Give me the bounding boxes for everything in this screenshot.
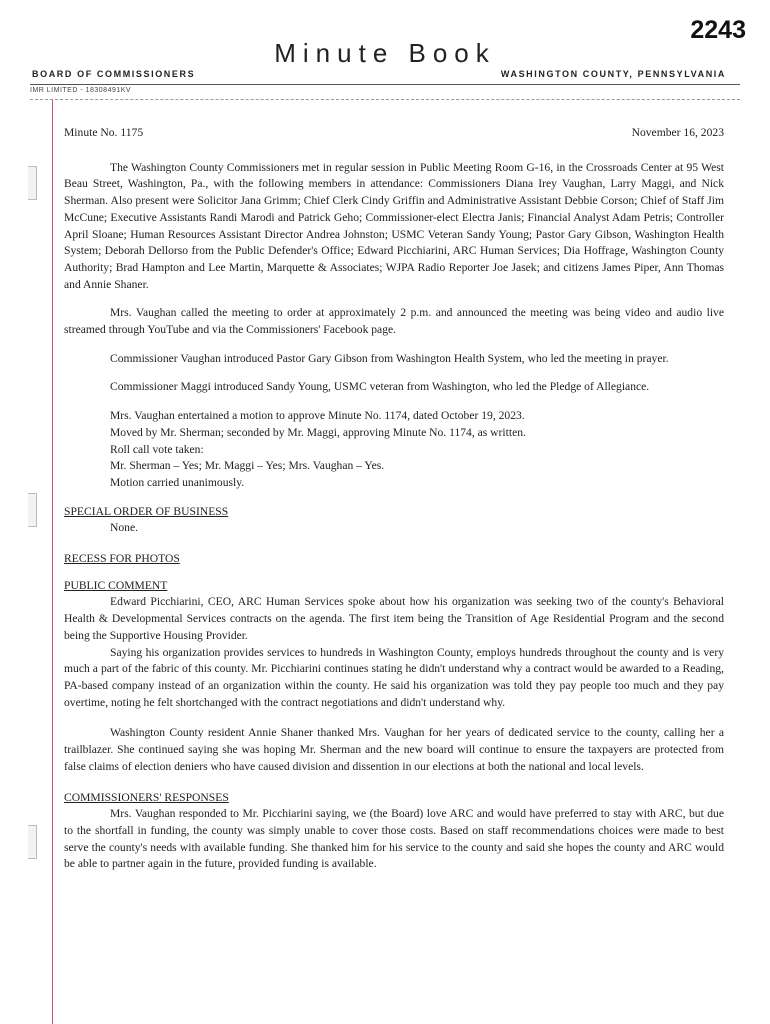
prayer-paragraph: Commissioner Vaughan introduced Pastor Gary Gibson from Washington Health System, who led the meeting in prayer. bbox=[110, 351, 669, 365]
margin-line bbox=[52, 100, 53, 1024]
binder-hole bbox=[28, 166, 37, 200]
motion-line: Mrs. Vaughan entertained a motion to approve Minute No. 1174, dated October 19, 2023. bbox=[110, 409, 525, 423]
minute-date: November 16, 2023 bbox=[631, 126, 724, 139]
commissioners-responses-heading: COMMISSIONERS' RESPONSES bbox=[64, 790, 229, 804]
book-title: Minute Book bbox=[274, 38, 496, 68]
special-order-heading: SPECIAL ORDER OF BUSINESS bbox=[64, 504, 229, 518]
public-comment-heading: PUBLIC COMMENT bbox=[64, 578, 168, 592]
page-number: 2243 bbox=[690, 16, 746, 44]
motion-line: Motion carried unanimously. bbox=[110, 475, 245, 489]
form-code: IMR LIMITED - 18308491KV bbox=[30, 87, 132, 94]
minutes-content bbox=[64, 125, 724, 885]
motion-line: Mr. Sherman – Yes; Mr. Maggi – Yes; Mrs. Vaughan – Yes. bbox=[110, 459, 385, 473]
public-comment-paragraph: Saying his organization provides services to hundreds in Washington County, employs hundreds throughout the county and is very much a part of the fabric of this county. Mr. Picchiarini continues stating he didn't understand why a contract would be awarded to a Reading, PA-based company instead of an organization within the county. He said his organization was told they pay people too much and they pay overtime, noting he felt shortchanged with the contract negotiations and didn't understand why. bbox=[64, 645, 724, 709]
header-rule-dashed bbox=[30, 99, 740, 100]
special-order-body: None. bbox=[110, 521, 139, 535]
recess-heading: RECESS FOR PHOTOS bbox=[64, 552, 180, 566]
minute-number: Minute No. 1175 bbox=[64, 126, 144, 139]
attendance-paragraph: The Washington County Commissioners met in regular session in Public Meeting Room G-16, in the Crossroads Center at 95 West Beau Street, Washington, Pa., with the following members in attendance: Commissioners Diana Irey Vaughan, Larry Maggi, and Nick Sherman. Also present were Solicitor Jana Grimm; Chief Clerk Cindy Griffin and Administrative Assistant Debbie Corson; Chief of Staff Jim McCune; Executive Assistants Randi Marodi and Patrick Geho; Commissioner-elect Electra Janis; Financial Analyst Adam Petris; Controller April Sloane; Human Resources Assistant Director Andrea Johnston; USMC Veteran Sandy Young; Pastor Gary Gibson, Washington Health System; Deborah Dellorso from the Public Defender's Office; Edward Picchiarini, ARC Human Services; Dia Hoffrage, Washington County Authority; Brad Hampton and Lee Martin, Marquette & Associates; WJPA Radio Reporter Joe Jasek; and citizens James Piper, Ann Thomas and Annie Shaner. bbox=[64, 160, 724, 291]
header-rule bbox=[30, 84, 740, 85]
binder-hole bbox=[28, 493, 37, 527]
motion-line: Roll call vote taken: bbox=[110, 442, 204, 456]
header-board-name: BOARD OF COMMISSIONERS bbox=[32, 69, 196, 79]
minute-meta bbox=[64, 125, 724, 142]
public-comment-paragraph: Washington County resident Annie Shaner thanked Mrs. Vaughan for her years of dedicated service to the county, calling her a trailblazer. She continued saying she was hoping Mr. Sherman and the new board will continue to ensure the taxpayers are protected from false claims of election deniers who have caused division and dissention in our elections at both the national and local levels. bbox=[64, 726, 724, 773]
call-to-order-paragraph: Mrs. Vaughan called the meeting to order at approximately 2 p.m. and announced the meeting was being video and audio live streamed through YouTube and via the Commissioners' Facebook page. bbox=[64, 306, 724, 337]
commissioners-responses-paragraph: Mrs. Vaughan responded to Mr. Picchiarini saying, we (the Board) love ARC and would have preferred to stay with ARC, but due to the shortfall in funding, the county was simply unable to cover those costs. Based on staff recommendations choices were made to best serve the county's needs with available funding. She thanked him for his service to the county and said she hopes the county and ARC would be able to partner again in the future, provided funding is available. bbox=[64, 807, 724, 871]
public-comment-paragraph: Edward Picchiarini, CEO, ARC Human Services spoke about how his organization was seeking two of the county's Behavioral Health & Developmental Services contracts on the agenda. The first item being the Transition of Age Residential Program and the second being the Supportive Housing Provider. bbox=[64, 595, 724, 642]
pledge-paragraph: Commissioner Maggi introduced Sandy Young, USMC veteran from Washington, who led the Pledge of Allegiance. bbox=[110, 380, 650, 394]
motion-block bbox=[64, 408, 724, 492]
header-county-name: WASHINGTON COUNTY, PENNSYLVANIA bbox=[500, 69, 726, 79]
motion-line: Moved by Mr. Sherman; seconded by Mr. Maggi, approving Minute No. 1174, as written. bbox=[110, 425, 526, 439]
binder-hole bbox=[28, 825, 37, 859]
